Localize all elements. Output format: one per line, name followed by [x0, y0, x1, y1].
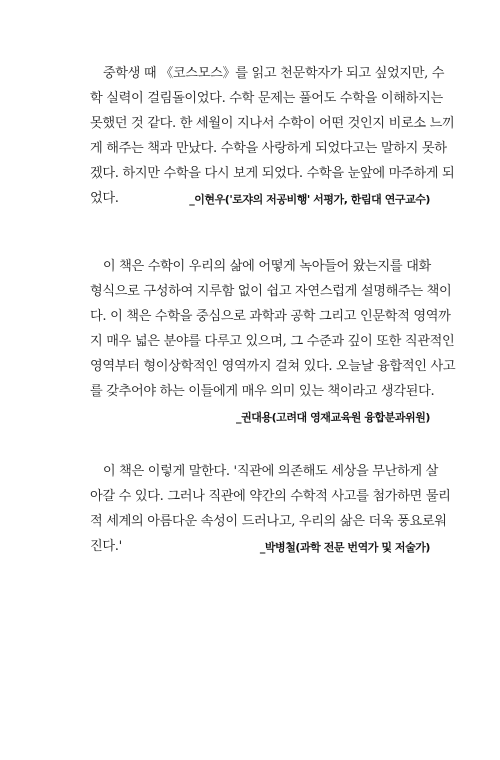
quote-line: 중학생 때 《코스모스》를 읽고 천문학자가 되고 싶었지만, 수 [90, 66, 445, 81]
quote-line: 었다. [90, 191, 119, 206]
quote-line: 다. 이 책은 수학을 중심으로 과학과 공학 그리고 인문학적 영역까 [90, 309, 451, 324]
quote-line: 이 책은 수학이 우리의 삶에 어떻게 녹아들어 왔는지를 대화 [90, 259, 431, 274]
quote-line: 겠다. 하지만 수학을 다시 보게 되었다. 수학을 눈앞에 마주하게 되 [90, 166, 455, 181]
quote-line: 게 해주는 책과 만났다. 수학을 사랑하게 되었다고는 말하지 못하 [90, 141, 447, 156]
quote-attribution-1: _이현우('로쟈의 저공비행' 서평가, 한림대 연구교수) [189, 193, 430, 206]
quote-line: 학 실력이 걸림돌이었다. 수학 문제는 풀어도 수학을 이해하지는 [90, 91, 443, 106]
quote-line: 영역부터 형이상학적인 영역까지 걸쳐 있다. 오늘날 융합적인 사고 [90, 359, 456, 374]
quote-line: 를 갖추어야 하는 이들에게 매우 의미 있는 책이라고 생각된다. [90, 384, 435, 399]
quote-attribution-2: _권대용(고려대 영재교육원 융합분과위원) [236, 411, 430, 424]
quote-line: 지 매우 넓은 분야를 다루고 있으며, 그 수준과 깊이 또한 직관적인 [90, 334, 455, 349]
quote-line: 아갈 수 있다. 그러나 직관에 약간의 수학적 사고를 첨가하면 물리 [90, 489, 451, 504]
quote-line: 못했던 것 같다. 한 세월이 지나서 수학이 어떤 것인지 비로소 느끼 [90, 116, 455, 131]
quote-line: 형식으로 구성하여 지루함 없이 쉽고 자연스럽게 설명해주는 책이 [90, 284, 452, 299]
quote-attribution-3: _박병철(과학 전문 번역가 및 저술가) [259, 541, 430, 554]
quote-line: 이 책은 이렇게 말한다. '직관에 의존해도 세상을 무난하게 살 [90, 464, 439, 479]
quote-line: 진다.' [90, 539, 122, 554]
quote-line: 적 세계의 아름다운 속성이 드러나고, 우리의 삶은 더욱 풍요로워 [90, 514, 447, 529]
